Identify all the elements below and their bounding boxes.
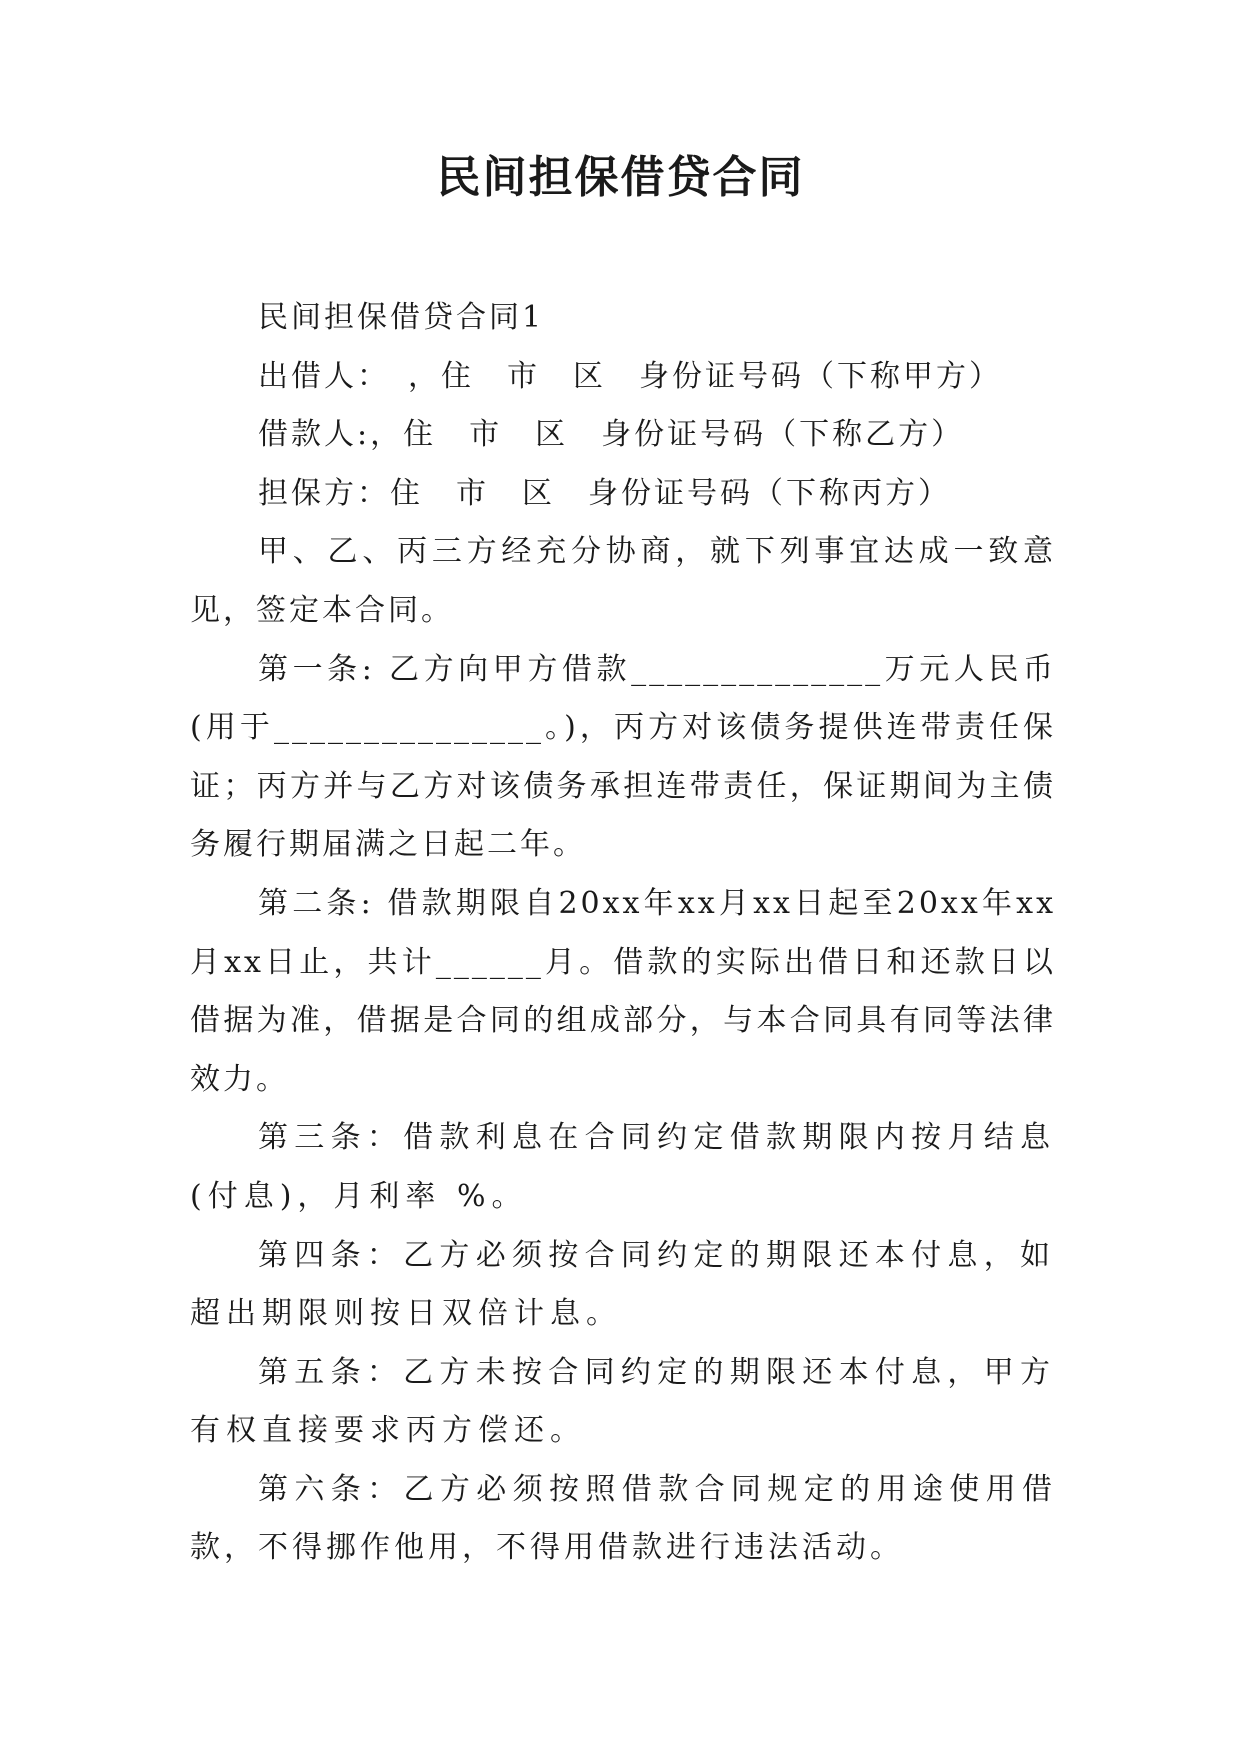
article-4: 第四条：乙方必须按合同约定的期限还本付息，如超出期限则按日双倍计息。 — [190, 1237, 1056, 1332]
contract-subtitle: 民间担保借贷合同1 — [258, 300, 545, 335]
borrower-line: 借款人:，住 市 区 身份证号码（下称乙方） — [258, 417, 965, 453]
article-1: 第一条: 乙方向甲方借款______________万元人民币(用于_______________。)，丙方对该债务提供连带责任保证；丙方并与乙方对该债务承担连带责任，保证期间为主债务履行期届满之日起二年。 — [190, 651, 1056, 863]
article-6: 第六条：乙方必须按照借款合同规定的用途使用借款，不得挪作他用，不得用借款进行违法活动。 — [190, 1471, 1056, 1566]
document-body — [190, 289, 1056, 1578]
article-5: 第五条：乙方未按合同约定的期限还本付息，甲方有权直接要求丙方偿还。 — [190, 1354, 1056, 1449]
article-2: 第二条: 借款期限自20xx年xx月xx日起至20xx年xx月xx日止，共计______月。借款的实际出借日和还款日以借据为准，借据是合同的组成部分，与本合同具有同等法律效力。 — [190, 885, 1056, 1097]
preamble-paragraph: 甲、乙、丙三方经充分协商，就下列事宜达成一致意见，签定本合同。 — [190, 534, 1056, 628]
document-title: 民间担保借贷合同 — [436, 152, 805, 203]
guarantor-line: 担保方：住 市 区 身份证号码（下称丙方） — [258, 475, 951, 511]
lender-line: 出借人： ，住 市 区 身份证号码（下称甲方） — [258, 358, 1002, 394]
article-3: 第三条：借款利息在合同约定借款期限内按月结息(付息)，月利率 %。 — [190, 1120, 1056, 1214]
